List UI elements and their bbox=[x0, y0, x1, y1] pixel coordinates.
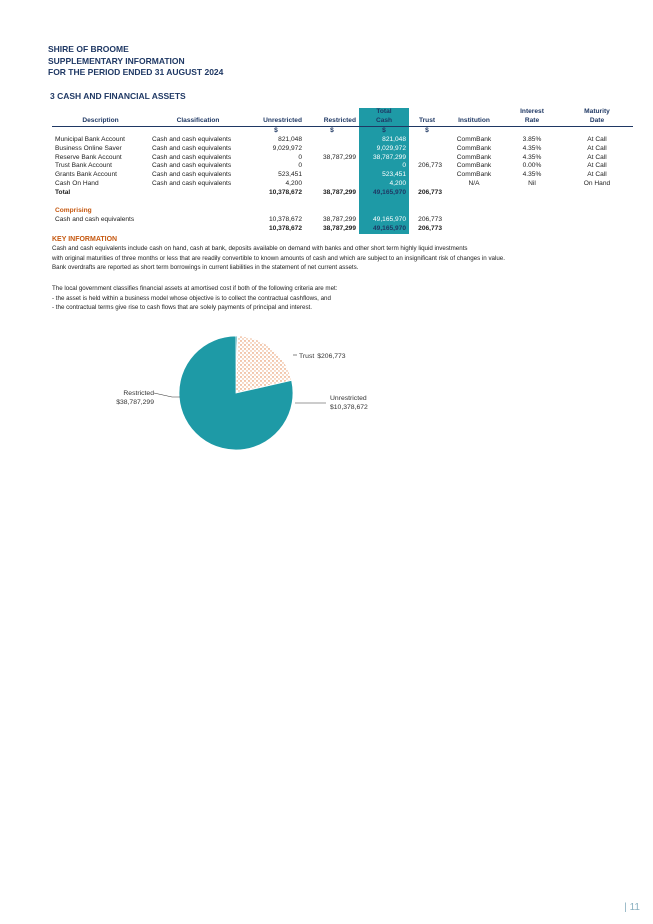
report-period: FOR THE PERIOD ENDED 31 AUGUST 2024 bbox=[48, 67, 224, 77]
pie-label-restricted-name: Restricted bbox=[123, 390, 154, 397]
pie-label-unrestricted-value: $10,378,672 bbox=[330, 404, 368, 411]
page-number: | 11 bbox=[624, 902, 640, 913]
pie-label-restricted-value: $38,787,299 bbox=[116, 399, 154, 406]
comprising-description: Cash and cash equivalents bbox=[55, 215, 135, 223]
comprising-unrestricted: 10,378,672 bbox=[268, 215, 302, 223]
row-unrestricted: 523,451 bbox=[278, 171, 302, 179]
row-institution: N/A bbox=[468, 180, 480, 188]
org-name: SHIRE OF BROOME bbox=[48, 44, 129, 54]
comprising-total-trust: 206,773 bbox=[418, 224, 442, 232]
row-unrestricted: 0 bbox=[298, 153, 302, 161]
section-title: 3 CASH AND FINANCIAL ASSETS bbox=[50, 91, 186, 101]
row-total-cash: 38,787,299 bbox=[359, 154, 409, 163]
row-unrestricted: 821,048 bbox=[278, 135, 302, 143]
key-info-para1-line3: Bank overdrafts are reported as short term borrowings in current liabilities in the statement of net current assets. bbox=[52, 264, 359, 271]
row-interest-rate: 4.35% bbox=[522, 171, 542, 179]
row-maturity: At Call bbox=[587, 162, 607, 170]
comprising-total-cash: 49,165,970 bbox=[359, 225, 409, 234]
header-restricted: Restricted bbox=[305, 117, 359, 126]
row-institution: CommBank bbox=[456, 162, 492, 170]
comprising-total-restricted: 38,787,299 bbox=[322, 224, 356, 232]
unit-total: $ bbox=[359, 126, 409, 135]
row-interest-rate: 4.35% bbox=[522, 144, 542, 152]
row-classification: Cash and cash equivalents bbox=[152, 162, 232, 170]
pie-label-trust bbox=[299, 353, 346, 360]
row-restricted: 38,787,299 bbox=[322, 153, 356, 161]
row-total-cash: 4,200 bbox=[359, 180, 409, 189]
header-interest-line1: Interest bbox=[520, 108, 544, 115]
header-total-line1: Total bbox=[359, 108, 409, 117]
row-classification: Cash and cash equivalents bbox=[152, 171, 232, 179]
header-maturity-line1: Maturity bbox=[584, 108, 610, 115]
row-maturity: On Hand bbox=[583, 180, 611, 188]
header-institution: Institution bbox=[445, 117, 503, 126]
header-interest-line2: Rate bbox=[503, 117, 561, 126]
row-total-cash: 523,451 bbox=[359, 171, 409, 180]
row-description: Cash On Hand bbox=[55, 180, 99, 188]
row-description: Trust Bank Account bbox=[55, 162, 112, 170]
pie-label-unrestricted-name: Unrestricted bbox=[330, 395, 367, 402]
pie-label-trust-name: Trust bbox=[299, 353, 315, 360]
row-total-cash: 821,048 bbox=[359, 136, 409, 145]
row-interest-rate: 3.85% bbox=[522, 135, 542, 143]
comprising-label: Comprising bbox=[55, 206, 92, 214]
row-total-cash: 0 bbox=[359, 162, 409, 171]
unit-trust: $ bbox=[425, 126, 429, 134]
row-maturity: At Call bbox=[587, 171, 607, 179]
unit-unrestricted: $ bbox=[274, 126, 278, 134]
comprising-total: 49,165,970 bbox=[359, 216, 409, 225]
header-classification: Classification bbox=[149, 117, 247, 126]
comprising-total-unrestricted: 10,378,672 bbox=[268, 224, 302, 232]
total-trust: 206,773 bbox=[418, 189, 442, 197]
header-description: Description bbox=[52, 117, 149, 126]
row-interest-rate: 0.00% bbox=[522, 162, 542, 170]
row-description: Business Online Saver bbox=[55, 144, 122, 152]
key-info-para1-line1: Cash and cash equivalents include cash on hand, cash at bank, deposits available on demand with banks and other short term highly liquid investments bbox=[52, 245, 468, 252]
row-classification: Cash and cash equivalents bbox=[152, 180, 232, 188]
key-info-para2-line1: The local government classifies financial assets at amortised cost if both of the following criteria are met: bbox=[52, 285, 338, 292]
comprising-restricted: 38,787,299 bbox=[322, 215, 356, 223]
row-description: Reserve Bank Account bbox=[55, 153, 122, 161]
row-unrestricted: 9,029,972 bbox=[272, 144, 302, 152]
unit-restricted: $ bbox=[330, 126, 334, 134]
row-unrestricted: 4,200 bbox=[285, 180, 302, 188]
key-info-title: KEY INFORMATION bbox=[52, 236, 118, 243]
row-unrestricted: 0 bbox=[298, 162, 302, 170]
row-interest-rate: 4.35% bbox=[522, 153, 542, 161]
total-unrestricted: 10,378,672 bbox=[268, 189, 302, 197]
key-info-para2-line2: - the asset is held within a business model whose objective is to collect the contractual cashflows, and bbox=[52, 294, 331, 302]
header-trust: Trust bbox=[409, 117, 445, 126]
row-institution: CommBank bbox=[456, 135, 492, 143]
total-label: Total bbox=[55, 189, 71, 197]
row-trust: 206,773 bbox=[418, 162, 442, 170]
report-title: SUPPLEMENTARY INFORMATION bbox=[48, 55, 185, 66]
comprising-trust: 206,773 bbox=[418, 215, 442, 223]
leader-restricted bbox=[154, 393, 180, 397]
header-maturity-line2: Date bbox=[561, 117, 633, 126]
row-interest-rate: Nil bbox=[528, 180, 536, 188]
row-description: Municipal Bank Account bbox=[55, 135, 126, 143]
total-restricted: 38,787,299 bbox=[322, 189, 356, 197]
key-info-para1-line2: with original maturities of three months or less that are readily convertible to known amounts of cash and which are subject to an insignificant risk of changes in value. bbox=[52, 254, 505, 262]
row-institution: CommBank bbox=[456, 171, 492, 179]
row-classification: Cash and cash equivalents bbox=[152, 135, 232, 143]
row-maturity: At Call bbox=[587, 144, 607, 152]
row-maturity: At Call bbox=[587, 135, 607, 143]
row-classification: Cash and cash equivalents bbox=[152, 144, 232, 152]
header-total-line2: Cash bbox=[359, 117, 409, 126]
row-description: Grants Bank Account bbox=[55, 171, 117, 179]
pie-label-trust-value: $206,773 bbox=[317, 353, 346, 360]
row-institution: CommBank bbox=[456, 144, 492, 152]
row-maturity: At Call bbox=[587, 153, 607, 161]
key-info-para2-line3: - the contractual terms give rise to cash flows that are solely payments of principal and interest. bbox=[52, 304, 312, 311]
row-total-cash: 9,029,972 bbox=[359, 145, 409, 154]
header-unrestricted: Unrestricted bbox=[247, 117, 305, 126]
total-cash: 49,165,970 bbox=[359, 189, 409, 198]
row-classification: Cash and cash equivalents bbox=[152, 153, 232, 161]
row-institution: CommBank bbox=[456, 153, 492, 161]
